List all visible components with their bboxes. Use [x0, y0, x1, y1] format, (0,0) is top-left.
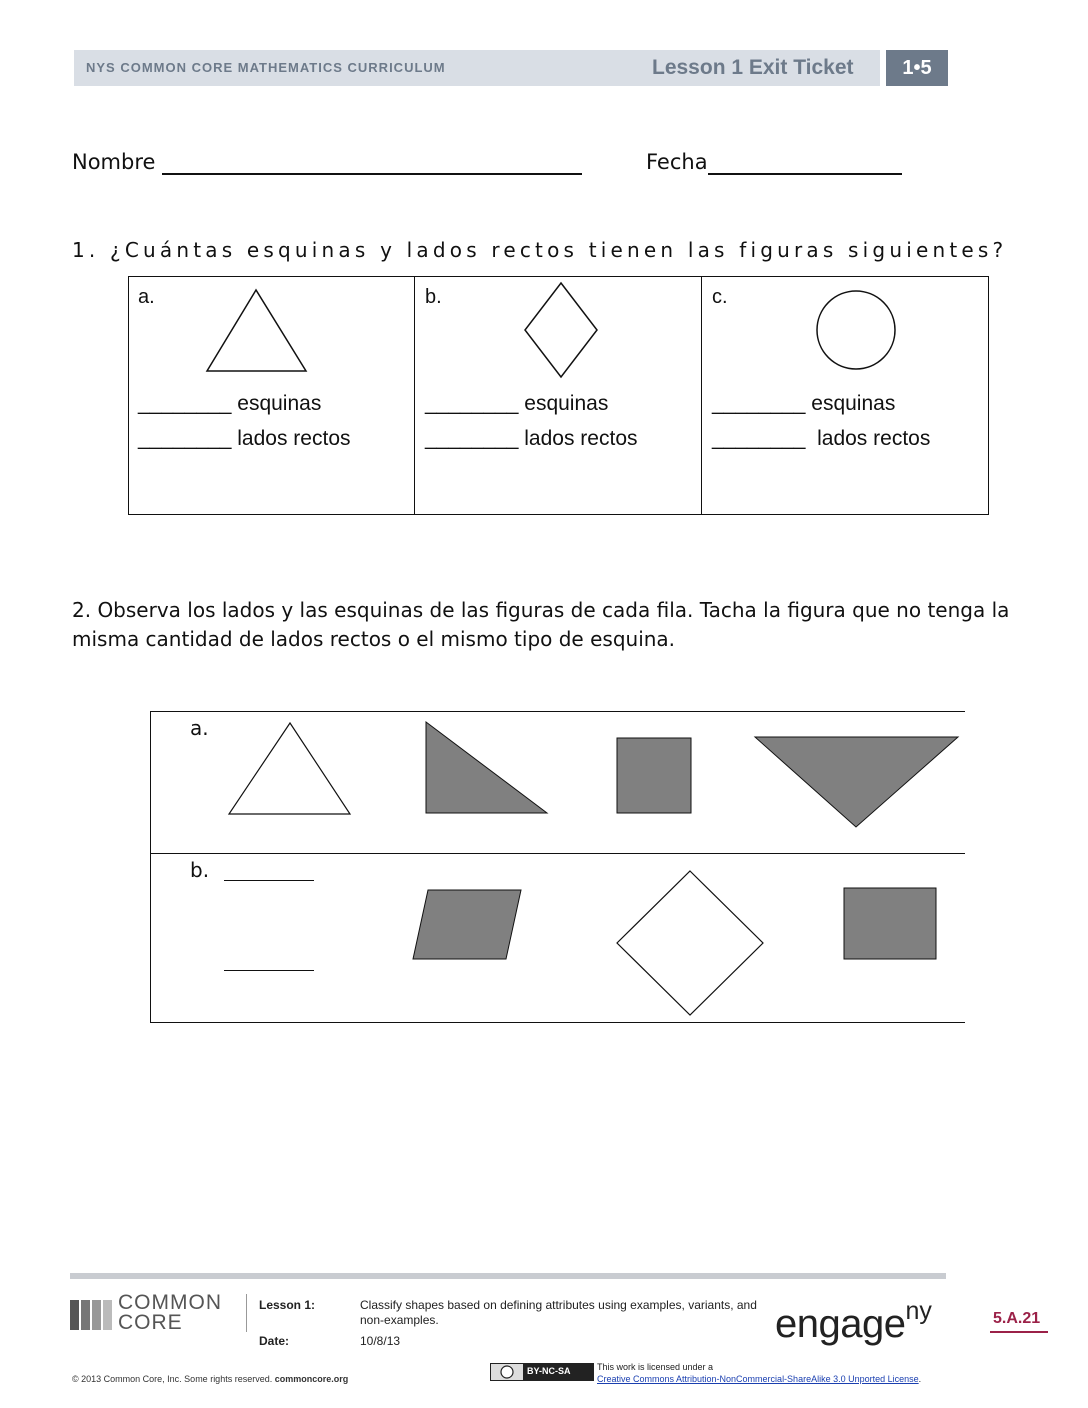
- date-label: Fecha: [646, 150, 708, 174]
- license-link[interactable]: Creative Commons Attribution-NonCommercial-ShareAlike 3.0 Unported License: [597, 1374, 919, 1384]
- table-divider: [414, 276, 415, 515]
- common-core-logo-icon: [70, 1296, 116, 1332]
- date-value: 10/8/13: [360, 1334, 401, 1348]
- lesson-label: Lesson 1:: [259, 1298, 316, 1312]
- cell-c-esquinas[interactable]: ________ esquinas: [712, 392, 896, 415]
- page-number-underline: [990, 1331, 1048, 1333]
- cell-c-label: c.: [712, 286, 728, 308]
- table-border: [150, 1022, 965, 1023]
- row-a-label: a.: [190, 716, 209, 740]
- cell-a-esquinas[interactable]: ________ esquinas: [138, 392, 322, 415]
- curriculum-title: NYS COMMON CORE MATHEMATICS CURRICULUM: [86, 60, 446, 75]
- cell-a-label: a.: [138, 286, 155, 308]
- lesson-text: Classify shapes based on defining attributes using examples, variants, and non-examples.: [360, 1298, 757, 1327]
- triangle-icon: [200, 285, 312, 375]
- circle-icon: [814, 288, 898, 372]
- module-badge: 1•5: [886, 50, 948, 86]
- cell-b-esquinas[interactable]: ________ esquinas: [425, 392, 609, 415]
- cell-b-label: b.: [425, 286, 442, 308]
- answer-blank[interactable]: [224, 970, 314, 971]
- table-divider: [701, 276, 702, 515]
- engageny-logo: engage$^{ny}$: [775, 1297, 932, 1346]
- footer-separator: [246, 1294, 247, 1332]
- row-divider: [150, 853, 965, 854]
- cc-license-badge[interactable]: BY-NC-SA: [490, 1363, 594, 1381]
- right-triangle-gray-icon[interactable]: [420, 718, 552, 816]
- diamond-outline-icon[interactable]: [612, 867, 768, 1019]
- table-border: [150, 711, 965, 712]
- triangle-outline-icon[interactable]: [225, 720, 355, 818]
- common-core-logo-text: COMMON CORE: [118, 1291, 222, 1334]
- license-text: This work is licensed under a Creative Commons Attribution-NonCommercial-ShareAlike 3.0 Unported License.: [597, 1362, 922, 1384]
- question2-prompt: 2. Observa los lados y las esquinas de las figuras de cada fila. Tacha la figura que no tenga la misma cantidad de lados rectos o el mismo tipo de esquina.: [72, 598, 1010, 651]
- row-b-label: b.: [190, 858, 210, 882]
- page-number: 5.A.21: [993, 1310, 1041, 1327]
- cell-a-lados[interactable]: ________ lados rectos: [138, 427, 351, 450]
- question1-prompt: 1. ¿Cuántas esquinas y lados rectos tienen las figuras siguientes?: [72, 238, 1008, 262]
- square-gray-icon[interactable]: [842, 886, 938, 962]
- copyright: © 2013 Common Core, Inc. Some rights reserved. commoncore.org: [72, 1374, 349, 1384]
- parallelogram-gray-icon[interactable]: [410, 886, 526, 962]
- page-title: Lesson 1 Exit Ticket: [652, 56, 854, 79]
- rhombus-icon: [520, 280, 602, 380]
- cell-b-lados[interactable]: ________ lados rectos: [425, 427, 638, 450]
- inverted-triangle-gray-icon[interactable]: [752, 734, 962, 830]
- name-label: Nombre: [72, 150, 156, 174]
- footer-bar: [70, 1273, 946, 1279]
- table-border: [150, 711, 151, 1023]
- date-label-footer: Date:: [259, 1334, 290, 1348]
- name-field[interactable]: [162, 173, 582, 175]
- date-field[interactable]: [708, 173, 902, 175]
- cell-c-lados[interactable]: ________ lados rectos: [712, 427, 931, 450]
- answer-blank[interactable]: [224, 880, 314, 881]
- square-gray-icon[interactable]: [615, 736, 695, 816]
